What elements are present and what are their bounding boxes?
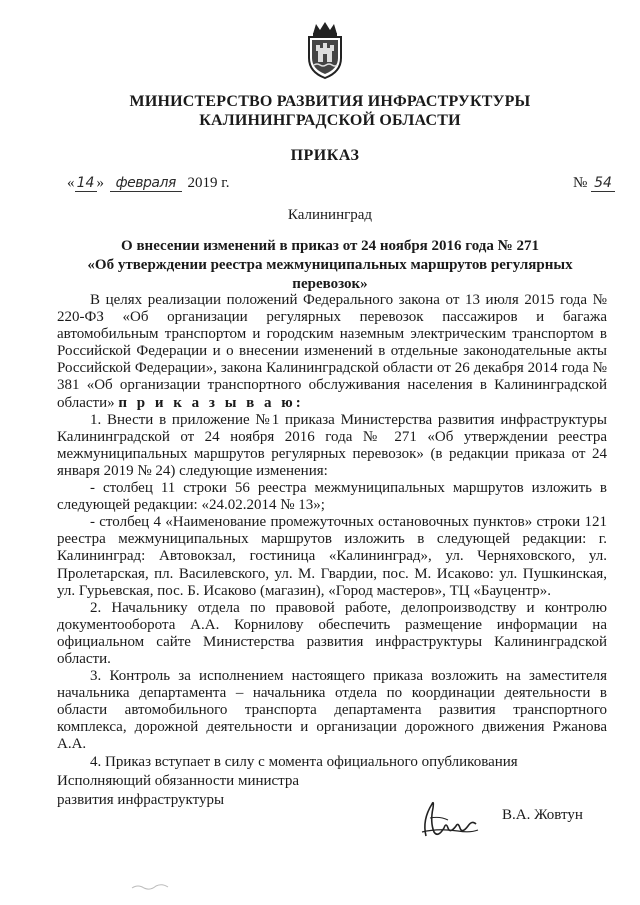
item-1-a: - столбец 11 строки 56 реестра межмуниципальных маршрутов изложить в следующей редакции: «24.02.2014 № 13»;: [57, 480, 607, 514]
item-1-b: - столбец 4 «Наименование промежуточных остановочных пунктов» строки 121 реестра межмуниципальных маршрутов изложить в следующей редакции: г. Калининград: Автовокзал, гостиница «Калининград», ул. Черняховского, ул. Пролетарская, пл. Василевского, ул. М. Гвардии, пос. М. Исаково: ул. Пушкинская, ул. Гурьевская, пос. Б. Исаково (магазин), «Город мастеров», ТЦ «Бауцентр».: [57, 514, 607, 599]
handwritten-signature: [418, 798, 480, 840]
subject-line-2: «Об утверждении реестра межмуниципальных маршрутов регулярных перевозок»: [87, 257, 573, 292]
item-2: 2. Начальнику отдела по правовой работе, делопроизводству и контролю документооборота А.А. Корнилову обеспечить размещение информации на официальном сайте Министерства развития инфраструктуры Калининградской области.: [57, 599, 607, 667]
date-month: февраля: [110, 176, 182, 192]
preamble-paragraph: [57, 292, 607, 412]
preamble-text: В целях реализации положений Федерального закона от 13 июля 2015 года № 220-ФЗ «Об организации регулярных перевозок пассажиров и багажа автомобильным транспортом и городским наземным электрическим транспортом в Российской Федерации и о внесении изменений в отдельные законодательные акты Российской Федерации», закона Калининградской области от 26 декабря 2014 года № 381 «Об организации транспортного обслуживания населения в Калининградской области»: [57, 292, 607, 411]
number-value: 54: [591, 176, 615, 192]
subject-line-1: О внесении изменений в приказ от 24 ноября 2016 года № 271: [121, 238, 539, 254]
signer-name: В.А. Жовтун: [502, 807, 583, 823]
item-1: 1. Внести в приложение №1 приказа Министерства развития инфраструктуры Калининградской от 24 ноября 2016 года № 271 «Об утверждении реестра межмуниципальных маршрутов регулярных перевозок» (в редакции приказа от 24 января 2019 № 24) следующие изменения:: [57, 411, 607, 479]
ministry-line-1: МИНИСТЕРСТВО РАЗВИТИЯ ИНФРАСТРУКТУРЫ: [129, 93, 531, 110]
order-number: [573, 175, 615, 192]
number-label: №: [573, 175, 588, 191]
document-type: ПРИКАЗ: [290, 147, 360, 164]
date-open-quote: «: [67, 175, 75, 191]
position-line-1: Исполняющий обязанности министра: [57, 773, 300, 789]
order-body: [57, 292, 607, 771]
signer-position: [57, 772, 299, 810]
ministry-name: [0, 92, 640, 130]
order-word: п р и к а з ы в а ю:: [118, 394, 304, 411]
order-subject: [60, 237, 600, 294]
date-close-quote: »: [96, 175, 104, 191]
date-year: 2019 г.: [187, 175, 230, 191]
ministry-line-2: КАЛИНИНГРАДСКОЙ ОБЛАСТИ: [199, 112, 461, 129]
coat-of-arms-icon: [303, 20, 347, 80]
item-4: 4. Приказ вступает в силу с момента официального опубликования: [90, 753, 518, 770]
scan-mark: [130, 880, 170, 892]
date-day: 14: [75, 176, 97, 192]
item-3: 3. Контроль за исполнением настоящего приказа возложить на заместителя начальника департамента – начальника отдела по координации деятельности в области автомобильного транспорта департамента развития транспортного комплекса, дорожной деятельности и организации дорожного движения Ржанова А.А.: [57, 668, 607, 753]
city: Калининград: [287, 207, 373, 223]
position-line-2: развития инфраструктуры: [57, 792, 225, 808]
order-date: [67, 175, 229, 192]
